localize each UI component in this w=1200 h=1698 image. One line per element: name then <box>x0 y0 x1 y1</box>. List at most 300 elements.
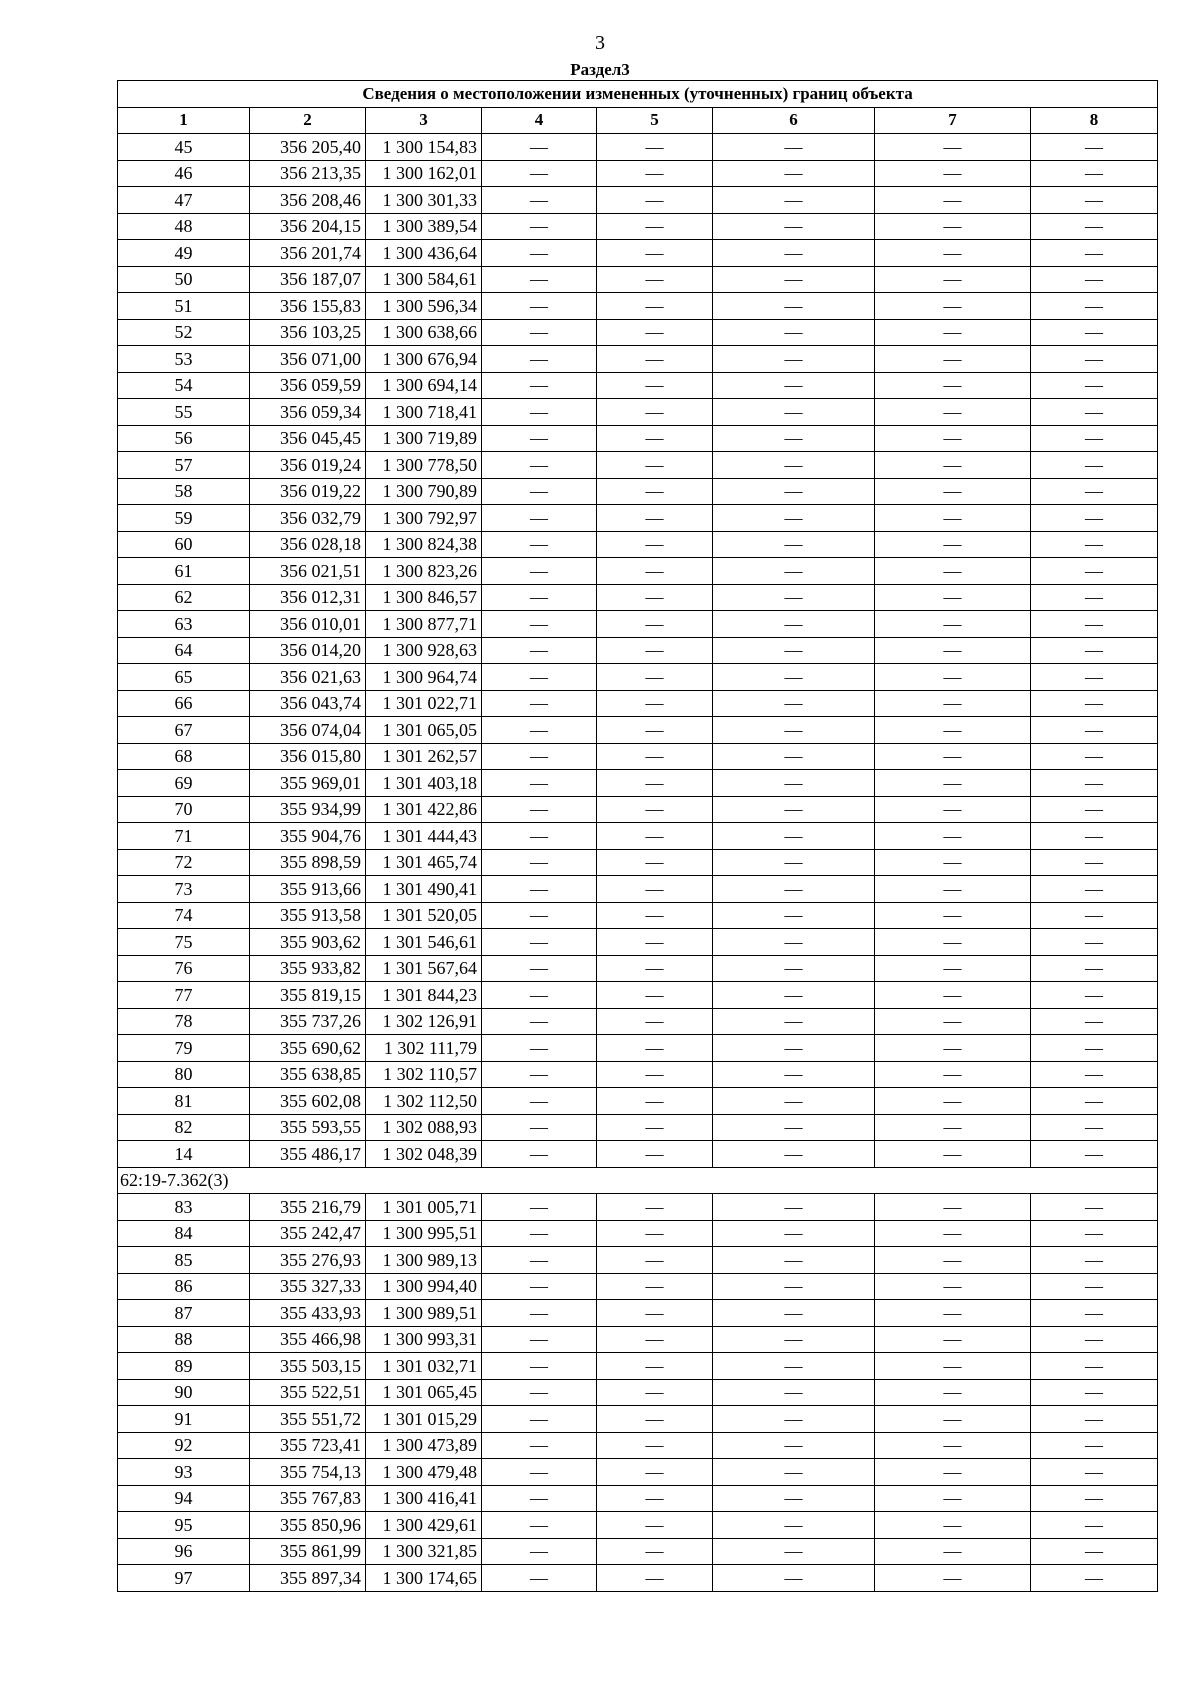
table-row <box>118 1141 1158 1168</box>
empty-cell: — <box>875 584 1031 611</box>
empty-cell: — <box>597 929 713 956</box>
empty-cell: — <box>482 558 597 585</box>
empty-cell: — <box>597 213 713 240</box>
y-coordinate: 1 300 694,14 <box>366 372 482 399</box>
empty-cell: — <box>875 319 1031 346</box>
table-caption: Сведения о местоположении измененных (уточненных) границ объекта <box>118 81 1158 108</box>
empty-cell: — <box>713 1565 875 1592</box>
empty-cell: — <box>713 611 875 638</box>
x-coordinate: 356 059,34 <box>250 399 366 426</box>
point-number: 62 <box>118 584 250 611</box>
point-number: 47 <box>118 187 250 214</box>
y-coordinate: 1 301 403,18 <box>366 770 482 797</box>
table-row <box>118 876 1158 903</box>
table-row <box>118 1565 1158 1592</box>
point-number: 46 <box>118 160 250 187</box>
coordinates-table <box>117 80 1158 1592</box>
y-coordinate: 1 300 473,89 <box>366 1432 482 1459</box>
empty-cell: — <box>1031 1459 1158 1486</box>
x-coordinate: 355 433,93 <box>250 1300 366 1327</box>
x-coordinate: 356 014,20 <box>250 637 366 664</box>
table-row <box>118 584 1158 611</box>
x-coordinate: 356 028,18 <box>250 531 366 558</box>
empty-cell: — <box>713 213 875 240</box>
point-number: 55 <box>118 399 250 426</box>
point-number: 83 <box>118 1194 250 1221</box>
empty-cell: — <box>597 505 713 532</box>
column-header: 5 <box>597 107 713 134</box>
table-row <box>118 1008 1158 1035</box>
point-number: 89 <box>118 1353 250 1380</box>
table-row <box>118 1512 1158 1539</box>
x-coordinate: 356 074,04 <box>250 717 366 744</box>
empty-cell: — <box>875 240 1031 267</box>
x-coordinate: 356 103,25 <box>250 319 366 346</box>
empty-cell: — <box>875 1141 1031 1168</box>
empty-cell: — <box>1031 1406 1158 1433</box>
empty-cell: — <box>1031 1114 1158 1141</box>
empty-cell: — <box>597 717 713 744</box>
point-number: 66 <box>118 690 250 717</box>
empty-cell: — <box>597 1379 713 1406</box>
x-coordinate: 355 861,99 <box>250 1538 366 1565</box>
empty-cell: — <box>482 531 597 558</box>
empty-cell: — <box>713 399 875 426</box>
empty-cell: — <box>482 187 597 214</box>
empty-cell: — <box>597 187 713 214</box>
empty-cell: — <box>1031 293 1158 320</box>
empty-cell: — <box>875 796 1031 823</box>
empty-cell: — <box>482 796 597 823</box>
empty-cell: — <box>713 293 875 320</box>
empty-cell: — <box>713 823 875 850</box>
empty-cell: — <box>482 478 597 505</box>
empty-cell: — <box>713 346 875 373</box>
empty-cell: — <box>482 505 597 532</box>
empty-cell: — <box>875 1485 1031 1512</box>
column-header: 6 <box>713 107 875 134</box>
empty-cell: — <box>713 478 875 505</box>
y-coordinate: 1 300 964,74 <box>366 664 482 691</box>
column-header: 2 <box>250 107 366 134</box>
empty-cell: — <box>713 1538 875 1565</box>
x-coordinate: 355 819,15 <box>250 982 366 1009</box>
empty-cell: — <box>875 1220 1031 1247</box>
x-coordinate: 355 327,33 <box>250 1273 366 1300</box>
empty-cell: — <box>1031 1035 1158 1062</box>
empty-cell: — <box>482 1061 597 1088</box>
empty-cell: — <box>482 240 597 267</box>
empty-cell: — <box>597 611 713 638</box>
point-number: 95 <box>118 1512 250 1539</box>
table-row <box>118 187 1158 214</box>
empty-cell: — <box>875 1379 1031 1406</box>
empty-cell: — <box>597 1194 713 1221</box>
empty-cell: — <box>1031 902 1158 929</box>
empty-cell: — <box>875 478 1031 505</box>
point-number: 52 <box>118 319 250 346</box>
x-coordinate: 355 913,58 <box>250 902 366 929</box>
y-coordinate: 1 300 584,61 <box>366 266 482 293</box>
empty-cell: — <box>875 1088 1031 1115</box>
point-number: 58 <box>118 478 250 505</box>
empty-cell: — <box>482 1406 597 1433</box>
empty-cell: — <box>1031 1379 1158 1406</box>
x-coordinate: 356 012,31 <box>250 584 366 611</box>
empty-cell: — <box>482 1220 597 1247</box>
empty-cell: — <box>482 1379 597 1406</box>
column-header: 1 <box>118 107 250 134</box>
empty-cell: — <box>713 1141 875 1168</box>
point-number: 94 <box>118 1485 250 1512</box>
point-number: 77 <box>118 982 250 1009</box>
table-row <box>118 1194 1158 1221</box>
empty-cell: — <box>482 929 597 956</box>
empty-cell: — <box>875 452 1031 479</box>
group-label-row <box>118 1167 1158 1194</box>
empty-cell: — <box>875 876 1031 903</box>
empty-cell: — <box>1031 611 1158 638</box>
table-row <box>118 743 1158 770</box>
empty-cell: — <box>482 319 597 346</box>
empty-cell: — <box>1031 584 1158 611</box>
empty-cell: — <box>597 1353 713 1380</box>
table-row <box>118 240 1158 267</box>
empty-cell: — <box>1031 505 1158 532</box>
point-number: 14 <box>118 1141 250 1168</box>
point-number: 84 <box>118 1220 250 1247</box>
empty-cell: — <box>713 849 875 876</box>
empty-cell: — <box>597 1141 713 1168</box>
empty-cell: — <box>1031 1300 1158 1327</box>
empty-cell: — <box>1031 664 1158 691</box>
table-row <box>118 1538 1158 1565</box>
x-coordinate: 356 201,74 <box>250 240 366 267</box>
table-row <box>118 929 1158 956</box>
empty-cell: — <box>1031 134 1158 161</box>
empty-cell: — <box>597 1220 713 1247</box>
empty-cell: — <box>875 425 1031 452</box>
table-row <box>118 1061 1158 1088</box>
section-title: Раздел3 <box>570 60 630 79</box>
table-row <box>118 425 1158 452</box>
y-coordinate: 1 300 824,38 <box>366 531 482 558</box>
empty-cell: — <box>875 1114 1031 1141</box>
empty-cell: — <box>482 425 597 452</box>
empty-cell: — <box>482 823 597 850</box>
x-coordinate: 355 898,59 <box>250 849 366 876</box>
empty-cell: — <box>713 902 875 929</box>
empty-cell: — <box>597 531 713 558</box>
empty-cell: — <box>482 982 597 1009</box>
point-number: 79 <box>118 1035 250 1062</box>
empty-cell: — <box>482 1326 597 1353</box>
empty-cell: — <box>713 187 875 214</box>
y-coordinate: 1 300 416,41 <box>366 1485 482 1512</box>
empty-cell: — <box>482 664 597 691</box>
x-coordinate: 355 969,01 <box>250 770 366 797</box>
empty-cell: — <box>713 1061 875 1088</box>
empty-cell: — <box>597 796 713 823</box>
point-number: 72 <box>118 849 250 876</box>
empty-cell: — <box>875 743 1031 770</box>
x-coordinate: 355 903,62 <box>250 929 366 956</box>
table-body <box>118 134 1158 1592</box>
point-number: 67 <box>118 717 250 744</box>
empty-cell: — <box>482 1247 597 1274</box>
table-row <box>118 1353 1158 1380</box>
y-coordinate: 1 301 844,23 <box>366 982 482 1009</box>
empty-cell: — <box>482 849 597 876</box>
empty-cell: — <box>597 902 713 929</box>
empty-cell: — <box>482 1008 597 1035</box>
empty-cell: — <box>1031 452 1158 479</box>
empty-cell: — <box>1031 1353 1158 1380</box>
empty-cell: — <box>1031 187 1158 214</box>
column-header: 7 <box>875 107 1031 134</box>
y-coordinate: 1 300 995,51 <box>366 1220 482 1247</box>
empty-cell: — <box>875 770 1031 797</box>
empty-cell: — <box>713 134 875 161</box>
empty-cell: — <box>713 1459 875 1486</box>
empty-cell: — <box>1031 558 1158 585</box>
point-number: 50 <box>118 266 250 293</box>
table-row <box>118 1035 1158 1062</box>
y-coordinate: 1 300 790,89 <box>366 478 482 505</box>
empty-cell: — <box>597 1406 713 1433</box>
x-coordinate: 355 897,34 <box>250 1565 366 1592</box>
x-coordinate: 355 933,82 <box>250 955 366 982</box>
empty-cell: — <box>1031 399 1158 426</box>
y-coordinate: 1 302 088,93 <box>366 1114 482 1141</box>
point-number: 71 <box>118 823 250 850</box>
empty-cell: — <box>713 1247 875 1274</box>
empty-cell: — <box>482 902 597 929</box>
x-coordinate: 356 208,46 <box>250 187 366 214</box>
y-coordinate: 1 300 429,61 <box>366 1512 482 1539</box>
y-coordinate: 1 300 792,97 <box>366 505 482 532</box>
y-coordinate: 1 300 846,57 <box>366 584 482 611</box>
point-number: 51 <box>118 293 250 320</box>
table-row <box>118 1114 1158 1141</box>
table-row <box>118 505 1158 532</box>
empty-cell: — <box>1031 478 1158 505</box>
y-coordinate: 1 301 065,05 <box>366 717 482 744</box>
empty-cell: — <box>482 876 597 903</box>
empty-cell: — <box>875 1008 1031 1035</box>
table-row <box>118 372 1158 399</box>
empty-cell: — <box>713 531 875 558</box>
empty-cell: — <box>482 266 597 293</box>
y-coordinate: 1 300 596,34 <box>366 293 482 320</box>
y-coordinate: 1 301 567,64 <box>366 955 482 982</box>
point-number: 86 <box>118 1273 250 1300</box>
empty-cell: — <box>713 452 875 479</box>
empty-cell: — <box>875 505 1031 532</box>
table-row <box>118 717 1158 744</box>
x-coordinate: 356 059,59 <box>250 372 366 399</box>
empty-cell: — <box>713 1194 875 1221</box>
table-row <box>118 1379 1158 1406</box>
y-coordinate: 1 301 065,45 <box>366 1379 482 1406</box>
empty-cell: — <box>597 1061 713 1088</box>
empty-cell: — <box>1031 955 1158 982</box>
y-coordinate: 1 300 989,13 <box>366 1247 482 1274</box>
point-number: 81 <box>118 1088 250 1115</box>
empty-cell: — <box>713 1512 875 1539</box>
point-number: 64 <box>118 637 250 664</box>
empty-cell: — <box>1031 1247 1158 1274</box>
empty-cell: — <box>1031 637 1158 664</box>
empty-cell: — <box>875 849 1031 876</box>
point-number: 74 <box>118 902 250 929</box>
point-number: 92 <box>118 1432 250 1459</box>
x-coordinate: 355 593,55 <box>250 1114 366 1141</box>
empty-cell: — <box>597 558 713 585</box>
y-coordinate: 1 301 465,74 <box>366 849 482 876</box>
table-row <box>118 452 1158 479</box>
point-number: 91 <box>118 1406 250 1433</box>
point-number: 87 <box>118 1300 250 1327</box>
empty-cell: — <box>1031 1141 1158 1168</box>
table-row <box>118 770 1158 797</box>
empty-cell: — <box>1031 1326 1158 1353</box>
empty-cell: — <box>597 452 713 479</box>
table-row <box>118 637 1158 664</box>
empty-cell: — <box>713 319 875 346</box>
empty-cell: — <box>1031 1008 1158 1035</box>
empty-cell: — <box>597 1326 713 1353</box>
table-row <box>118 1247 1158 1274</box>
x-coordinate: 356 021,51 <box>250 558 366 585</box>
empty-cell: — <box>597 293 713 320</box>
empty-cell: — <box>597 637 713 664</box>
x-coordinate: 355 242,47 <box>250 1220 366 1247</box>
empty-cell: — <box>1031 929 1158 956</box>
empty-cell: — <box>482 134 597 161</box>
empty-cell: — <box>713 982 875 1009</box>
y-coordinate: 1 302 110,57 <box>366 1061 482 1088</box>
empty-cell: — <box>875 902 1031 929</box>
y-coordinate: 1 300 154,83 <box>366 134 482 161</box>
table-row <box>118 823 1158 850</box>
empty-cell: — <box>1031 770 1158 797</box>
empty-cell: — <box>875 531 1031 558</box>
empty-cell: — <box>597 372 713 399</box>
point-number: 63 <box>118 611 250 638</box>
y-coordinate: 1 300 321,85 <box>366 1538 482 1565</box>
empty-cell: — <box>713 240 875 267</box>
empty-cell: — <box>875 346 1031 373</box>
empty-cell: — <box>597 849 713 876</box>
empty-cell: — <box>713 637 875 664</box>
x-coordinate: 355 723,41 <box>250 1432 366 1459</box>
x-coordinate: 355 466,98 <box>250 1326 366 1353</box>
y-coordinate: 1 301 005,71 <box>366 1194 482 1221</box>
empty-cell: — <box>875 1512 1031 1539</box>
empty-cell: — <box>597 425 713 452</box>
empty-cell: — <box>875 187 1031 214</box>
point-number: 53 <box>118 346 250 373</box>
empty-cell: — <box>1031 1512 1158 1539</box>
empty-cell: — <box>875 1061 1031 1088</box>
empty-cell: — <box>875 558 1031 585</box>
empty-cell: — <box>713 1035 875 1062</box>
point-number: 82 <box>118 1114 250 1141</box>
empty-cell: — <box>482 1141 597 1168</box>
empty-cell: — <box>1031 425 1158 452</box>
empty-cell: — <box>713 796 875 823</box>
table-row <box>118 955 1158 982</box>
y-coordinate: 1 300 989,51 <box>366 1300 482 1327</box>
empty-cell: — <box>875 611 1031 638</box>
column-header: 8 <box>1031 107 1158 134</box>
empty-cell: — <box>597 1247 713 1274</box>
empty-cell: — <box>482 1565 597 1592</box>
column-header-row <box>118 107 1158 134</box>
empty-cell: — <box>597 160 713 187</box>
empty-cell: — <box>875 823 1031 850</box>
empty-cell: — <box>597 346 713 373</box>
y-coordinate: 1 301 015,29 <box>366 1406 482 1433</box>
y-coordinate: 1 301 490,41 <box>366 876 482 903</box>
empty-cell: — <box>713 1379 875 1406</box>
y-coordinate: 1 300 877,71 <box>366 611 482 638</box>
empty-cell: — <box>875 1406 1031 1433</box>
empty-cell: — <box>875 134 1031 161</box>
x-coordinate: 356 019,22 <box>250 478 366 505</box>
empty-cell: — <box>482 1273 597 1300</box>
y-coordinate: 1 300 994,40 <box>366 1273 482 1300</box>
empty-cell: — <box>597 1114 713 1141</box>
empty-cell: — <box>1031 1565 1158 1592</box>
point-number: 60 <box>118 531 250 558</box>
x-coordinate: 355 904,76 <box>250 823 366 850</box>
empty-cell: — <box>1031 1061 1158 1088</box>
x-coordinate: 355 551,72 <box>250 1406 366 1433</box>
y-coordinate: 1 300 928,63 <box>366 637 482 664</box>
empty-cell: — <box>597 1273 713 1300</box>
table-row <box>118 1459 1158 1486</box>
x-coordinate: 355 486,17 <box>250 1141 366 1168</box>
y-coordinate: 1 300 778,50 <box>366 452 482 479</box>
table-row <box>118 213 1158 240</box>
empty-cell: — <box>597 240 713 267</box>
empty-cell: — <box>713 770 875 797</box>
y-coordinate: 1 301 022,71 <box>366 690 482 717</box>
empty-cell: — <box>597 399 713 426</box>
x-coordinate: 355 638,85 <box>250 1061 366 1088</box>
y-coordinate: 1 301 546,61 <box>366 929 482 956</box>
point-number: 93 <box>118 1459 250 1486</box>
empty-cell: — <box>1031 1194 1158 1221</box>
empty-cell: — <box>597 134 713 161</box>
x-coordinate: 355 754,13 <box>250 1459 366 1486</box>
y-coordinate: 1 300 162,01 <box>366 160 482 187</box>
empty-cell: — <box>482 372 597 399</box>
point-number: 49 <box>118 240 250 267</box>
y-coordinate: 1 300 174,65 <box>366 1565 482 1592</box>
empty-cell: — <box>875 1538 1031 1565</box>
table-caption-row <box>118 81 1158 108</box>
x-coordinate: 355 913,66 <box>250 876 366 903</box>
x-coordinate: 356 213,35 <box>250 160 366 187</box>
point-number: 88 <box>118 1326 250 1353</box>
x-coordinate: 356 071,00 <box>250 346 366 373</box>
empty-cell: — <box>1031 1220 1158 1247</box>
empty-cell: — <box>482 213 597 240</box>
empty-cell: — <box>597 1565 713 1592</box>
